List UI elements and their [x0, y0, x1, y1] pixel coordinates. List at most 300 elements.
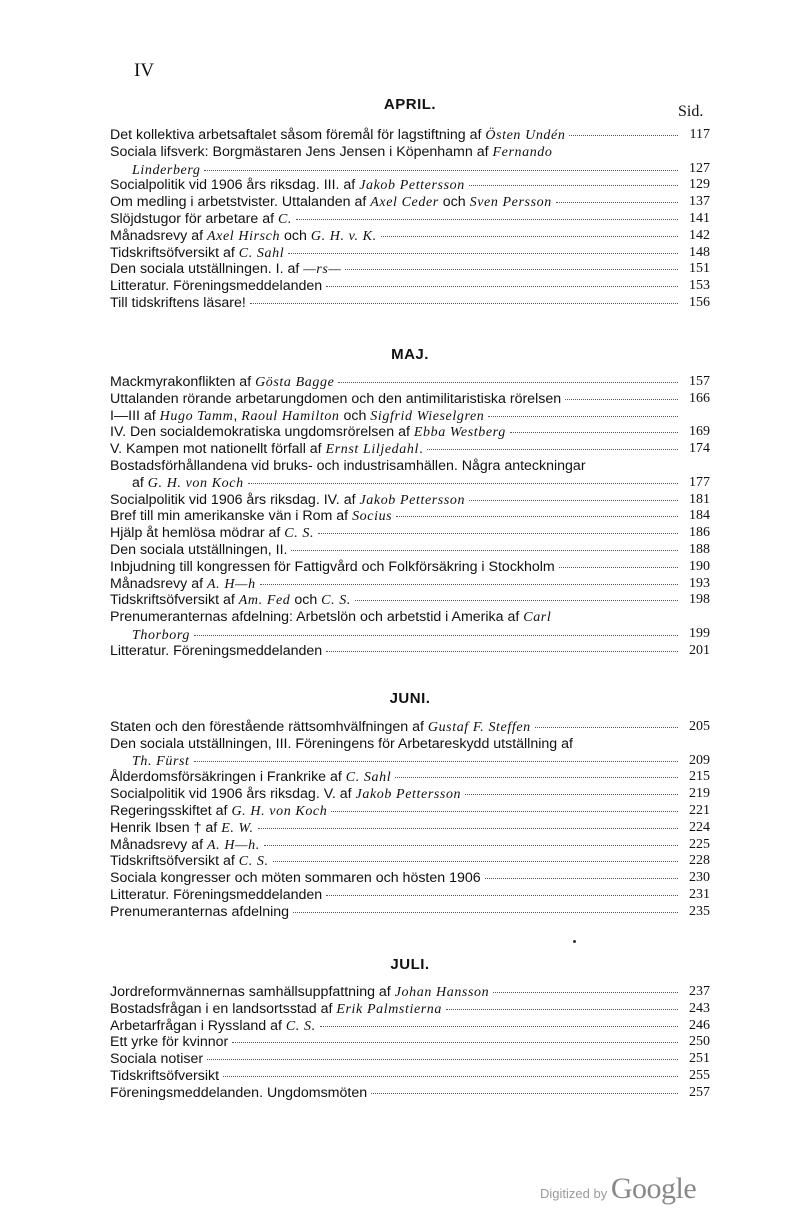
- entry-text: Inbjudning till kongressen för Fattigvård och Folkförsäkring i Stockholm: [110, 558, 555, 575]
- toc-entry: [110, 904, 710, 921]
- entry-title: [110, 769, 391, 786]
- entry-author: Socius: [352, 509, 393, 525]
- entry-text: Staten och den förestående rättsomhvälfningen af: [110, 719, 428, 735]
- google-logo: Google: [610, 1172, 697, 1205]
- toc-entry: [110, 391, 710, 408]
- entry-author: G. H. v. K.: [310, 228, 377, 244]
- toc-entry: [110, 525, 710, 542]
- toc-entry: [110, 408, 710, 425]
- entry-page-number: 141: [689, 210, 710, 226]
- entry-continuation: [132, 627, 190, 643]
- entry-text: I—III af: [110, 407, 160, 424]
- entry-title: [110, 1051, 203, 1068]
- toc-entry: [110, 769, 710, 786]
- dot-leader: [232, 1042, 678, 1043]
- toc-entry: [110, 245, 710, 262]
- entry-title: [110, 803, 327, 820]
- page-column-header: Sid.: [678, 103, 704, 120]
- entry-text: Till tidskriftens läsare!: [110, 294, 246, 311]
- entry-page-number: 257: [689, 1084, 710, 1100]
- entry-author: C. Sahl: [238, 245, 285, 261]
- dot-leader: [510, 432, 678, 433]
- entry-title: [110, 408, 484, 425]
- entry-page-number: 137: [689, 194, 710, 210]
- entry-page-number: 148: [689, 244, 710, 260]
- dot-leader: [469, 185, 678, 186]
- entry-title: [110, 643, 322, 660]
- entry-title-line: [110, 1085, 710, 1102]
- toc-entry: [110, 1068, 710, 1085]
- toc-entry: [110, 424, 710, 441]
- toc-entry: [110, 127, 710, 144]
- entry-title-line: [110, 820, 710, 837]
- dot-leader: [465, 794, 678, 795]
- dot-leader: [250, 303, 678, 304]
- entry-title: [110, 508, 392, 525]
- dot-leader: [493, 992, 678, 993]
- entry-title-line: [110, 278, 710, 295]
- toc-entry: [110, 458, 710, 492]
- dot-leader: [264, 845, 678, 846]
- entry-title: [110, 261, 341, 278]
- entry-page-number: 255: [689, 1067, 710, 1083]
- toc-entry: [110, 295, 710, 312]
- entry-author: Ebba Westberg: [413, 425, 506, 441]
- entry-title-line: [110, 559, 710, 576]
- entry-title: [110, 786, 461, 803]
- toc-entry: [110, 1001, 710, 1018]
- entry-title-line: [110, 1051, 710, 1068]
- entry-title: [110, 904, 289, 921]
- entry-author: G. H. von Koch: [231, 803, 328, 819]
- entry-text: Socialpolitik vid 1906 års riksdag. III. af: [110, 177, 360, 194]
- month-heading-juni: JUNI.: [389, 690, 431, 707]
- entry-page-number: 235: [689, 903, 710, 919]
- entry-title: [110, 127, 565, 144]
- entry-continuation: [132, 475, 244, 492]
- entry-text: Prenumeranternas afdelning: [110, 903, 290, 920]
- entry-text: Prenumeranternas afdelning: Arbetslön och arbetstid i Amerika af: [110, 609, 524, 626]
- entry-title: [110, 1018, 316, 1035]
- entry-text: Bref till min amerikanske vän i Rom af: [110, 508, 353, 525]
- entry-text: Sociala notiser: [110, 1051, 204, 1068]
- entry-title-line: [110, 424, 710, 441]
- entry-title-line: [110, 261, 710, 278]
- entry-title-line: [110, 408, 710, 425]
- entry-title-line: [110, 592, 710, 609]
- dot-leader: [535, 727, 678, 728]
- entry-page-number: 231: [689, 886, 710, 902]
- entry-title-line: [110, 837, 710, 854]
- entry-page-number: 224: [689, 819, 710, 835]
- digitized-watermark: [540, 1172, 696, 1206]
- dot-leader: [488, 416, 678, 417]
- dot-leader: [326, 651, 678, 652]
- entry-title-line: [110, 904, 710, 921]
- entry-text: Slöjdstugor för arbetare af: [110, 210, 278, 227]
- toc-entry: [110, 609, 710, 643]
- toc-april: [110, 127, 710, 312]
- toc-entry: [110, 177, 710, 194]
- dot-leader: [194, 635, 678, 636]
- entry-continuation-line: [110, 162, 710, 178]
- entry-text: Den sociala utställningen, III. Föreningens för Arbetareskydd utställning af: [110, 735, 573, 752]
- entry-text: Tidskriftsöfversikt af: [110, 592, 239, 609]
- entry-title: [110, 837, 260, 854]
- entry-title-line: [110, 127, 710, 144]
- entry-title: [110, 1001, 442, 1018]
- entry-page-number: 156: [689, 294, 710, 310]
- toc-entry: [110, 492, 710, 509]
- toc-entry: [110, 144, 710, 178]
- toc-entry: [110, 211, 710, 228]
- entry-text: Mackmyrakonflikten af: [110, 374, 256, 390]
- entry-author: Carl: [523, 610, 552, 626]
- entry-title: [110, 391, 561, 408]
- entry-title: [110, 576, 256, 593]
- entry-title: [110, 887, 322, 904]
- entry-text: Om medling i arbetstvister. Uttalanden af: [110, 194, 371, 211]
- toc-entry: [110, 559, 710, 576]
- entry-title: [110, 609, 551, 625]
- entry-title-line: [110, 492, 710, 509]
- entry-text: Den sociala utställningen. I. af: [110, 261, 304, 278]
- entry-title: [110, 295, 246, 312]
- entry-title-line: [110, 719, 710, 736]
- entry-author: C.: [277, 211, 293, 227]
- toc-entry: [110, 984, 710, 1001]
- entry-text: Socialpolitik vid 1906 års riksdag. IV. af: [110, 491, 360, 508]
- entry-joiner: och: [339, 407, 371, 424]
- dot-leader: [258, 828, 678, 829]
- entry-author: Sven Persson: [469, 195, 552, 211]
- entry-author: Thorborg: [132, 627, 190, 643]
- entry-title-line: [110, 194, 710, 211]
- entry-title-line: [110, 211, 710, 228]
- dot-leader: [569, 135, 678, 136]
- entry-title: [110, 820, 254, 837]
- dot-leader: [396, 516, 678, 517]
- entry-page-number: 228: [689, 853, 710, 869]
- dot-leader: [207, 1059, 678, 1060]
- entry-title: [110, 458, 586, 474]
- entry-title-line: [110, 508, 710, 525]
- entry-title-line: [110, 391, 710, 408]
- entry-page-number: 151: [689, 261, 710, 277]
- entry-page-number: 219: [689, 786, 710, 802]
- entry-title: [110, 736, 573, 752]
- entry-page-number: 237: [689, 984, 710, 999]
- entry-page-number: 198: [689, 592, 710, 608]
- toc-entry: [110, 228, 710, 245]
- dot-leader: [345, 269, 678, 270]
- entry-title-line: [110, 374, 710, 391]
- entry-text: Hjälp åt hemlösa mödrar af: [110, 525, 285, 542]
- entry-author: Th. Fürst: [132, 753, 190, 769]
- entry-title-line: [110, 1034, 710, 1051]
- entry-title-line: [110, 887, 710, 904]
- toc-entry: [110, 887, 710, 904]
- toc-entry: [110, 1034, 710, 1051]
- entry-title-line: [110, 525, 710, 542]
- entry-author: Linderberg: [132, 162, 201, 178]
- entry-text: Månadsrevy af: [110, 227, 207, 244]
- dot-leader: [320, 1026, 678, 1027]
- toc-entry: [110, 278, 710, 295]
- entry-text: Litteratur. Föreningsmeddelanden: [110, 886, 323, 903]
- entry-text: Litteratur. Föreningsmeddelanden: [110, 642, 323, 659]
- entry-title-line: [110, 984, 710, 1001]
- dot-leader: [427, 449, 678, 450]
- toc-entry: [110, 853, 710, 870]
- dot-leader: [559, 567, 678, 568]
- toc-entry: [110, 820, 710, 837]
- entry-page-number: 157: [689, 374, 710, 389]
- toc-entry: [110, 374, 710, 391]
- dot-leader: [204, 170, 678, 171]
- entry-title-line: [110, 177, 710, 194]
- entry-text: Ett yrke för kvinnor: [110, 1034, 229, 1051]
- entry-title-line: [110, 853, 710, 870]
- entry-title: [110, 592, 351, 609]
- entry-text: Socialpolitik vid 1906 års riksdag. V. af: [110, 786, 356, 803]
- entry-title: [110, 1068, 219, 1085]
- entry-joiner: .: [418, 441, 423, 458]
- entry-page-number: 221: [689, 802, 710, 818]
- entry-continuation: [132, 162, 200, 178]
- entry-title-line: [110, 295, 710, 312]
- entry-title: [110, 424, 506, 441]
- entry-continuation-line: [110, 627, 710, 643]
- entry-text: Tidskriftsöfversikt: [110, 1067, 220, 1084]
- entry-title-line: [110, 542, 710, 559]
- toc-entry: [110, 1051, 710, 1068]
- toc-entry: [110, 719, 710, 736]
- entry-title: [110, 1085, 367, 1102]
- entry-page-number: 246: [689, 1017, 710, 1033]
- entry-author: Gösta Bagge: [255, 375, 335, 390]
- toc-entry: [110, 870, 710, 887]
- dot-leader: [273, 861, 678, 862]
- entry-text: Uttalanden rörande arbetarungdomen och den antimilitaristiska rörelsen: [110, 390, 562, 407]
- entry-joiner: ,: [233, 407, 242, 424]
- entry-title: [110, 144, 553, 160]
- entry-title-line: [110, 1068, 710, 1085]
- entry-title: [110, 374, 334, 391]
- entry-author: Axel Hirsch: [207, 228, 281, 244]
- dot-leader: [381, 236, 678, 237]
- entry-page-number: 117: [689, 127, 710, 142]
- entry-text: Föreningsmeddelanden. Ungdomsmöten: [110, 1084, 368, 1101]
- entry-joiner: och: [290, 592, 322, 609]
- entry-title-line: [110, 144, 710, 162]
- entry-text: Det kollektiva arbetsaftalet såsom föremål för lagstiftning af: [110, 127, 486, 143]
- entry-page-number: 250: [689, 1034, 710, 1050]
- entry-title-line: [110, 643, 710, 660]
- entry-text: Jordreformvännernas samhällsuppfattning af: [110, 984, 395, 1000]
- dot-leader: [318, 533, 678, 534]
- entry-page-number: 190: [689, 558, 710, 574]
- entry-title-line: [110, 245, 710, 262]
- entry-title: [110, 211, 292, 228]
- entry-author: Östen Undén: [485, 128, 566, 143]
- entry-title: [110, 853, 269, 870]
- toc-entry: [110, 736, 710, 770]
- entry-page-number: 177: [689, 474, 710, 490]
- entry-text: Regeringsskiftet af: [110, 802, 232, 819]
- entry-title-line: [110, 441, 710, 458]
- dot-leader: [331, 811, 678, 812]
- entry-page-number: 251: [689, 1051, 710, 1067]
- entry-page-number: 230: [689, 870, 710, 886]
- entry-text: Sociala kongresser och möten sommaren och hösten 1906: [110, 870, 481, 887]
- entry-title-line: [110, 228, 710, 245]
- entry-title-line: [110, 803, 710, 820]
- entry-author: E. W.: [221, 820, 254, 836]
- dot-leader: [395, 777, 678, 778]
- entry-author: Fernando: [492, 144, 553, 160]
- dot-leader: [565, 399, 678, 400]
- dot-leader: [338, 382, 678, 383]
- entry-page-number: 142: [689, 227, 710, 243]
- entry-text: Litteratur. Föreningsmeddelanden: [110, 278, 323, 295]
- entry-text: V. Kampen mot nationellt förfall af: [110, 441, 326, 458]
- entry-continuation: [132, 753, 190, 770]
- toc-maj: [110, 374, 710, 660]
- entry-page-number: 205: [689, 719, 710, 734]
- dot-leader: [260, 584, 678, 585]
- month-heading-maj: MAJ.: [391, 346, 429, 363]
- entry-text: Ålderdomsförsäkringen i Frankrike af: [110, 769, 346, 786]
- dot-leader: [326, 286, 678, 287]
- entry-page-number: 225: [689, 836, 710, 852]
- entry-continuation-line: [110, 753, 710, 770]
- dot-leader: [223, 1076, 678, 1077]
- entry-author: Jakob Pettersson: [355, 787, 462, 803]
- entry-author: C. S.: [238, 854, 269, 870]
- entry-page-number: 166: [689, 390, 710, 406]
- toc-juni: [110, 719, 710, 921]
- entry-text: Tidskriftsöfversikt af: [110, 853, 239, 870]
- entry-joiner: och: [438, 194, 470, 211]
- dot-leader: [291, 550, 678, 551]
- entry-page-number: 184: [689, 508, 710, 524]
- entry-title-line: [110, 1018, 710, 1035]
- entry-page-number: 199: [689, 625, 710, 641]
- entry-author: Raoul Hamilton: [241, 408, 340, 424]
- dot-leader: [293, 912, 678, 913]
- entry-page-number: 169: [689, 424, 710, 440]
- toc-entry: [110, 592, 710, 609]
- entry-title: [110, 542, 287, 559]
- entry-author: Johan Hansson: [394, 985, 490, 1000]
- entry-author: G. H. von Koch: [147, 475, 244, 491]
- entry-title-line: [110, 786, 710, 803]
- entry-title: [110, 194, 552, 211]
- entry-page-number: 209: [689, 752, 710, 768]
- toc-entry: [110, 261, 710, 278]
- toc-entry: [110, 194, 710, 211]
- dot-leader: [556, 202, 678, 203]
- entry-author: A. H—h: [207, 576, 256, 592]
- entry-page-number: 181: [689, 491, 710, 507]
- toc-entry: [110, 576, 710, 593]
- entry-author: —rs—: [303, 262, 342, 278]
- toc-entry: [110, 837, 710, 854]
- entry-title: [110, 1034, 228, 1051]
- entry-title-line: [110, 458, 710, 475]
- entry-author: C. S.: [284, 526, 315, 542]
- entry-author: Am. Fed: [238, 593, 291, 609]
- entry-author: Axel Ceder: [370, 195, 439, 211]
- entry-page-number: 193: [689, 575, 710, 591]
- dot-leader: [248, 483, 678, 484]
- dot-leader: [296, 219, 678, 220]
- entry-title: [110, 984, 489, 1001]
- toc-entry: [110, 508, 710, 525]
- entry-author: Jakob Pettersson: [359, 178, 465, 194]
- entry-text: IV. Den socialdemokratiska ungdomsrörelsen af: [110, 424, 414, 441]
- entry-author: Ernst Liljedahl: [325, 442, 419, 458]
- toc-juli: [110, 984, 710, 1102]
- entry-author: Sigfrid Wieselgren: [370, 408, 485, 424]
- toc-entry: [110, 542, 710, 559]
- entry-author: C. Sahl: [345, 770, 392, 786]
- entry-page-number: 201: [689, 642, 710, 658]
- entry-text: af: [132, 474, 148, 491]
- toc-entry: [110, 441, 710, 458]
- entry-page-number: 188: [689, 541, 710, 557]
- entry-text: Bostadsförhållandena vid bruks- och industrisamhällen. Några anteckningar: [110, 457, 586, 474]
- month-heading-april: APRIL.: [383, 96, 437, 113]
- entry-page-number: 186: [689, 525, 710, 541]
- month-heading-juli: JULI.: [390, 956, 430, 973]
- toc-entry: [110, 1085, 710, 1102]
- entry-title-line: [110, 736, 710, 753]
- entry-title: [110, 441, 423, 458]
- entry-title-line: [110, 870, 710, 887]
- dot-leader: [288, 253, 678, 254]
- entry-text: Den sociala utställningen, II.: [110, 541, 288, 558]
- entry-title: [110, 245, 284, 262]
- entry-page-number: 129: [689, 177, 710, 193]
- entry-title-line: [110, 769, 710, 786]
- page-number: IV: [134, 60, 155, 81]
- entry-text: Arbetarfrågan i Ryssland af: [110, 1017, 286, 1034]
- entry-text: Henrik Ibsen † af: [110, 819, 222, 836]
- entry-page-number: 153: [689, 278, 710, 294]
- dot-leader: [326, 895, 678, 896]
- entry-title-line: [110, 576, 710, 593]
- entry-text: Sociala lifsverk: Borgmästaren Jens Jensen i Köpenhamn af: [110, 143, 493, 160]
- entry-text: Månadsrevy af: [110, 836, 207, 853]
- entry-page-number: 243: [689, 1000, 710, 1016]
- entry-author: C. S.: [285, 1018, 316, 1034]
- watermark-prefix: Digitized by: [540, 1186, 608, 1201]
- dot-leader: [469, 500, 678, 501]
- toc-entry: [110, 643, 710, 660]
- entry-joiner: och: [280, 227, 311, 244]
- entry-author: Hugo Tamm: [159, 408, 234, 424]
- entry-title: [110, 559, 555, 576]
- entry-author: A. H—h.: [207, 837, 260, 853]
- entry-author: Jakob Pettersson: [359, 492, 466, 508]
- entry-title: [110, 719, 531, 736]
- toc-entry: [110, 786, 710, 803]
- dot-leader: [485, 878, 678, 879]
- entry-title: [110, 177, 465, 194]
- entry-continuation-line: [110, 475, 710, 492]
